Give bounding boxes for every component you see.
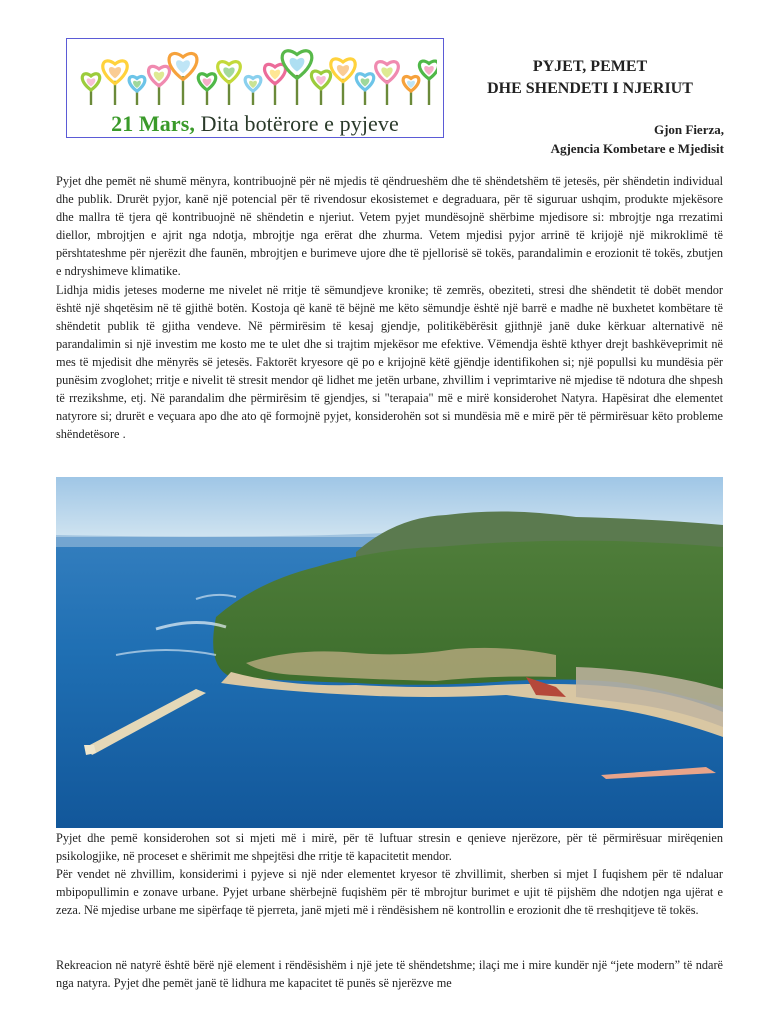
heart-tree-inner	[270, 70, 280, 80]
body-text-top	[56, 172, 723, 443]
author-name: Gjon Fierza,	[653, 122, 724, 137]
world-forest-day-banner	[66, 38, 444, 138]
heart-tree-inner	[223, 67, 234, 78]
paragraph-2: Lidhja midis jeteses moderne me nivelet në rritje të sëmundjeve kronike; të zemrës, obeziteti, stresi dhe shëndetit të dobët mendor është një shqetësim në të gjithë botën. Kostoja që kanë të bëjnë me këto sëmundje është një barrë e madhe në buxhetet kombëtare të shëndetit publik të gjitha vendeve. Në përmirësim të kesaj gjendje, politikëbërësit gjithnjë janë duke kërkuar alternativë në parandalimin si një investim me kosto me te ulet dhe si trajtim mjekësor me efektive. Vëmendja është kthyer drejt bashkëveprimit në mes të mjedisit dhe mënyrës së jetesës. Faktorët kryesore që po e krijojnë këtë gjëndje identifikohen si; një popullsi ku mundësia për punësim zvoglohet; rritje e nivelit të stresit mendor që lidhet me jetën urbane, zhvillim i veprimtarive në mjedise të ndotura dhe shpesh të rrezikshme, etj. Në parandalim dhe përmirësim të gjendjes, si "terapaia" më e mirë konsiderohet Natyra. Hapësirat dhe elementet natyrore si; drurët e veçuara apo dhe ato që formojnë pyjet, konsiderohën sot si mundësia më e mirë për të përmirësuar këto probleme shëndetësore .	[56, 282, 723, 442]
banner-caption	[67, 111, 443, 137]
aerial-photo-drawing	[56, 477, 723, 828]
heart-tree-inner	[87, 78, 96, 86]
heart-tree-inner	[290, 58, 305, 72]
coastal-forest-aerial-photo	[56, 477, 723, 828]
article-title	[452, 56, 728, 100]
heart-tree-inner	[337, 65, 349, 76]
body-text-end	[56, 956, 723, 992]
heart-tree-inner	[176, 60, 190, 73]
banner-caption-text: Dita botërore e pyjeve	[195, 111, 399, 136]
author-block	[551, 120, 724, 158]
heart-tree-inner	[109, 67, 121, 78]
banner-date: 21 Mars,	[111, 111, 195, 136]
title-line-1: PYJET, PEMET	[532, 58, 648, 75]
paragraph-3: Pyjet dhe pemë konsiderohen sot si mjeti më i mirë, për të luftuar stresin e qenieve njerëzore, për të përmirësuar mirëqenien psikologjike, në proceset e shërimit me shpejtësi dhe rritje të kapacitetit mendor.	[56, 831, 723, 864]
heart-tree-inner	[154, 72, 164, 82]
heart-trees-illustration	[73, 41, 437, 111]
body-text-bottom	[56, 829, 723, 919]
title-line-2: DHE SHENDETI I NJERIUT	[487, 80, 693, 97]
paragraph-4: Për vendet në zhvillim, konsiderimi i pyjeve si një nder elementet kryesor të zhvillimit, sherben si mjet I fuqishem për të ndaluar mbipopullimin e zonave urbane. Pyjet urbane shërbejnë fuqishëm për të mbrojtur burimet e ujit të pijshëm dhe ndotjen nga ujërat e zeza. Në mjedise urbane me sipërfaqe të pjerreta, janë mjeti më i rëndësishem në kontrollin e erozionit dhe të rreshqitjeve të tokës.	[56, 867, 723, 918]
heart-tree-inner	[361, 78, 370, 86]
heart-tree-inner	[203, 78, 212, 86]
paragraph-5: Rekreacion në natyrë është bërë një element i rëndësishëm i një jete të shëndetshme; ilaçi me i mire kundër një “jete modern” të ndarë nga natyra. Pyjet dhe pemët janë të lidhura me kapacitet të punës së njerëzve me	[56, 958, 723, 991]
paragraph-1: Pyjet dhe pemët në shumë mënyra, kontribuojnë për në mjedis të qëndrueshëm dhe të shëndetshëm të jetesës, për shëndetin individual dhe publik. Drurët pyjor, kanë një potencial për të rivendosur ekosistemet e degraduara, për të siguruar ushqim, produkte mjekësore dhe mallra të tjera që kontribuojnë në shëndetin e njeriut. Vetem pyjet mundësojnë shërbime mjedisore si: mbrojtje nga rrezatimi diellor, mbrojtjen e ajrit nga ndotja, mbrojtje nga erërat dhe zhurma. Vetem mjedisi pyjor arrinë të krijojë një mikroklimë të përshtateshme për njerëzit dhe faunën, mbrojtjen e burimeve ujore dhe të pjellorisë së tokës, parandalimin e erozionit të tokës, zbutjen e ndryshimeve klimatike.	[56, 174, 723, 279]
heart-tree-inner	[424, 66, 434, 75]
author-organization: Agjencia Kombetare e Mjedisit	[550, 141, 724, 156]
heart-tree-inner	[381, 67, 392, 78]
heart-tree-inner	[316, 76, 326, 85]
